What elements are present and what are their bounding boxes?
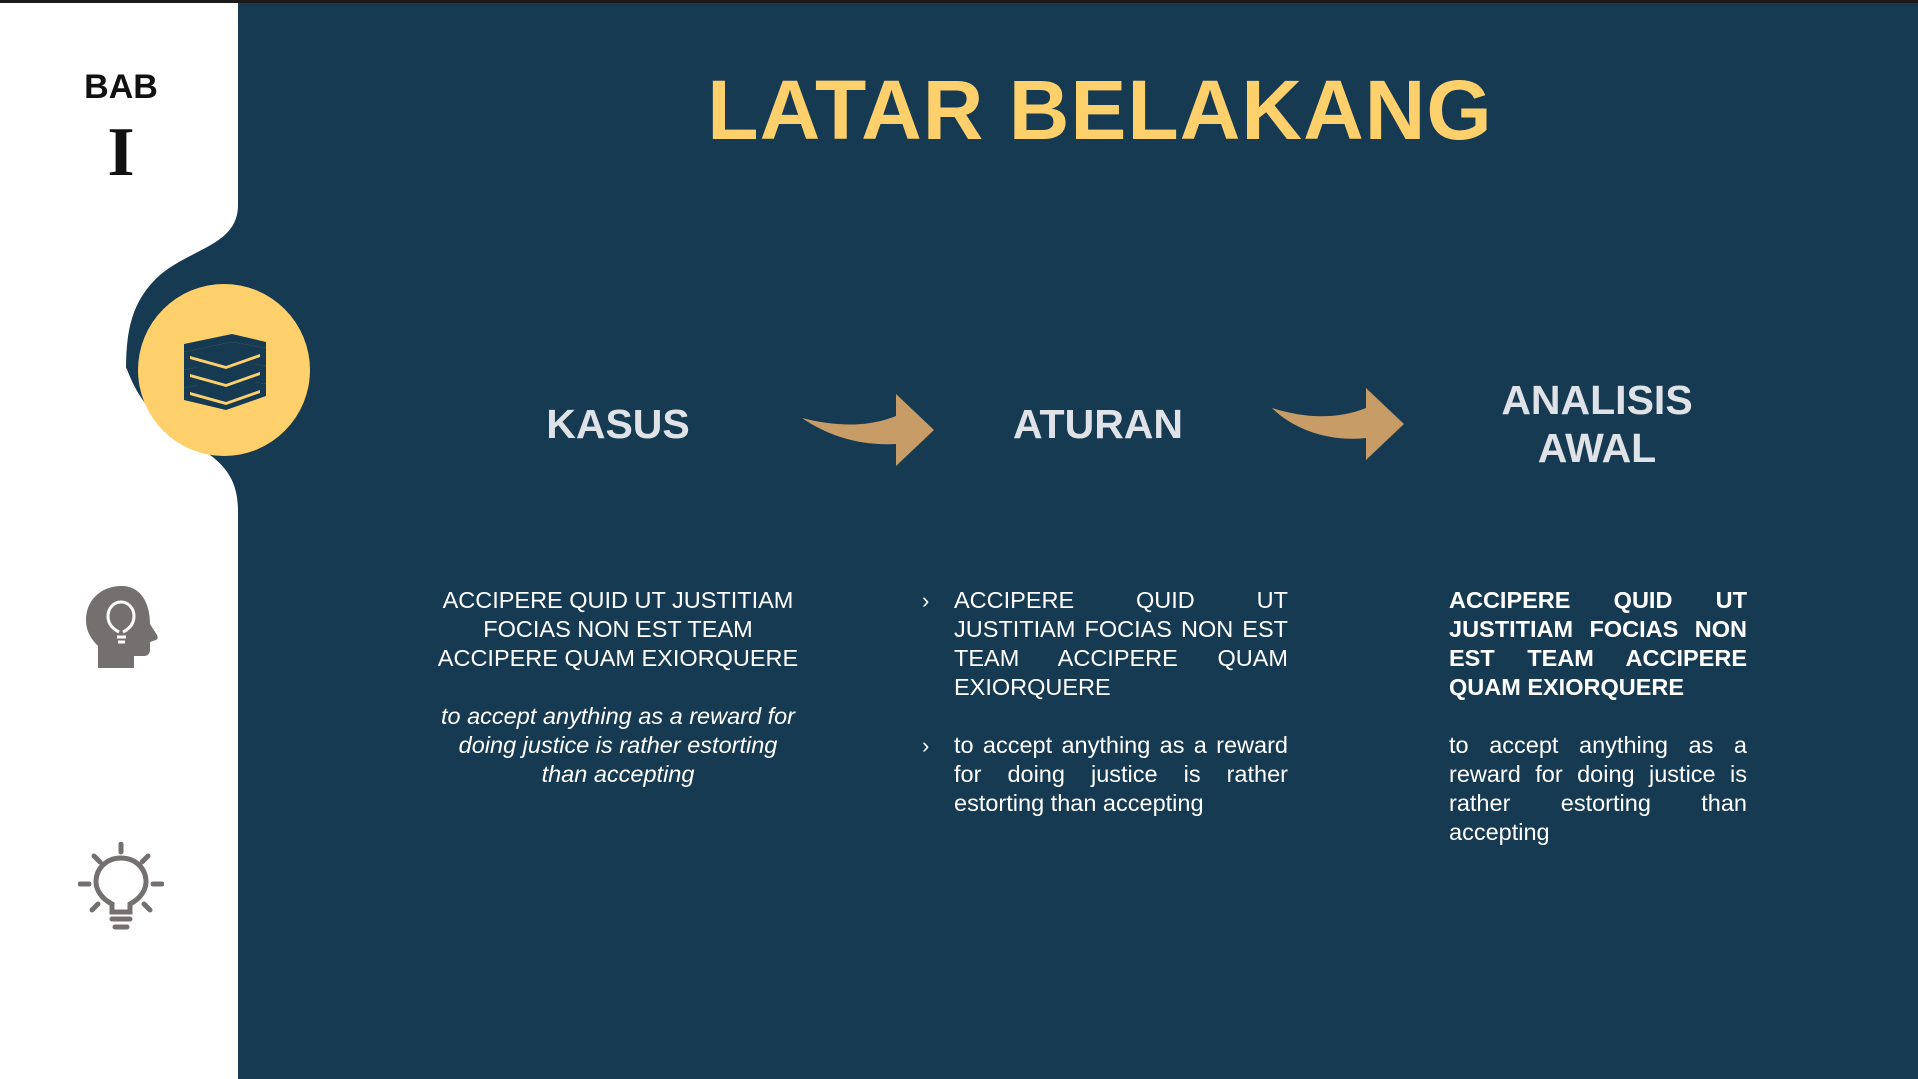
step-title-aturan: ATURAN: [1012, 401, 1184, 447]
step-title-line: ANALISIS: [1501, 377, 1693, 423]
list-item: [922, 586, 1288, 702]
books-icon[interactable]: [176, 322, 272, 418]
lightbulb-icon[interactable]: [78, 842, 164, 936]
kasus-caps-text: ACCIPERE QUID UT JUSTITIAM FOCIAS NON EST TEAM ACCIPERE QUAM EXIORQUERE: [437, 587, 799, 671]
analisis-plain-text: to accept anything as a reward for doing justice is rather estorting than accepting: [1449, 732, 1747, 845]
kasus-column: [436, 586, 800, 789]
bullet-chevron-icon: ›: [922, 588, 930, 613]
step-title-line: AWAL: [1537, 425, 1657, 471]
arrow-right-icon: [800, 392, 936, 468]
bullet-chevron-icon: ›: [922, 733, 930, 758]
arrow-right-icon: [1270, 386, 1406, 462]
step-title-analisis-awal: [1447, 376, 1747, 472]
head-lightbulb-icon[interactable]: [84, 584, 160, 670]
list-item: [922, 731, 1288, 818]
kasus-italic-text: to accept anything as a reward for doing justice is rather estorting than accepting: [440, 703, 795, 787]
step-title-kasus: KASUS: [546, 401, 690, 447]
aturan-column: [922, 586, 1288, 818]
chapter-number: I: [107, 114, 135, 191]
chapter-label: BAB: [84, 68, 158, 106]
page-title: LATAR BELAKANG: [707, 63, 1493, 157]
analisis-column: [1449, 586, 1747, 847]
aturan-bullet-text: ACCIPERE QUID UT JUSTITIAM FOCIAS NON EST TEAM ACCIPERE QUAM EXIORQUERE: [954, 587, 1288, 700]
aturan-bullet-text: to accept anything as a reward for doing justice is rather estorting than accepting: [954, 732, 1288, 816]
analisis-bold-text: ACCIPERE QUID UT JUSTITIAM FOCIAS NON EST TEAM ACCIPERE QUAM EXIORQUERE: [1449, 587, 1747, 700]
